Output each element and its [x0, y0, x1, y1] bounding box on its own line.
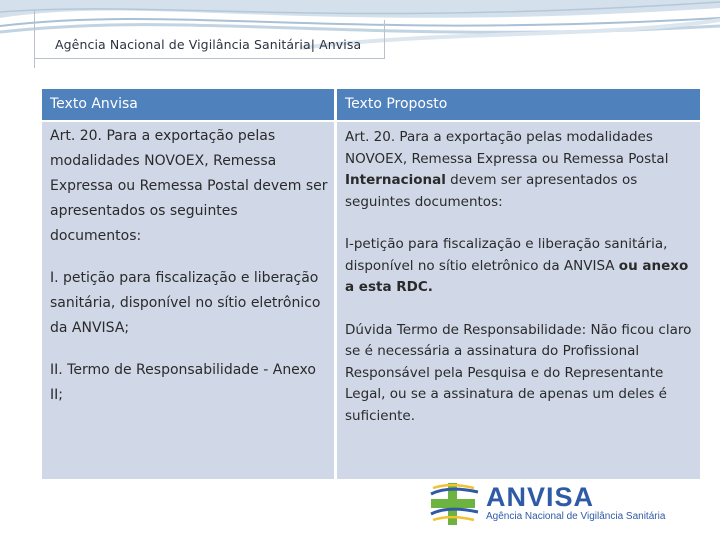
header-divider-horizontal: [34, 58, 384, 59]
column-header-texto-proposto: Texto Proposto: [337, 89, 700, 120]
proposto-duvida-text: Dúvida Termo de Responsabilidade: Não ficou claro se é necessária a assinatura do Profissional Responsável pela Pesquisa e do Representante Legal, ou se a assinatura de apenas um deles é suficiente.: [345, 321, 692, 424]
cell-texto-anvisa: [42, 122, 334, 479]
proposto-art20-part1: Art. 20. Para a exportação pelas modalidades NOVOEX, Remessa Expressa ou Remessa Postal: [345, 129, 669, 167]
header-title: Agência Nacional de Vigilância Sanitária| Anvisa: [55, 37, 362, 52]
header-divider-vertical: [34, 10, 35, 68]
anvisa-logo: [428, 480, 698, 530]
proposto-art20-bold: Internacional: [345, 172, 446, 188]
proposto-art20-text: [345, 127, 696, 213]
comparison-table: [42, 89, 700, 479]
proposto-art20-part2: devem ser apresentados os seguintes documentos:: [345, 172, 638, 210]
cell-texto-proposto: [337, 122, 700, 479]
logo-subtitle: Agência Nacional de Vigilância Sanitária: [486, 511, 666, 522]
top-banner: [0, 0, 720, 75]
anvisa-cross-logo-icon: [428, 480, 484, 530]
anvisa-item-ii-text: II. Termo de Responsabilidade - Anexo II;: [50, 362, 316, 403]
proposto-item-i-part1: I-petição para fiscalização e liberação sanitária, disponível no sítio eletrônico da ANVISA: [345, 236, 668, 274]
logo-wordmark: ANVISA: [486, 482, 595, 512]
column-header-texto-anvisa: Texto Anvisa: [42, 89, 334, 120]
proposto-item-i-bold: ou anexo a esta RDC.: [345, 257, 689, 295]
anvisa-art20-text: Art. 20. Para a exportação pelas modalidades NOVOEX, Remessa Expressa ou Remessa Postal devem ser apresentados os seguintes documentos:: [50, 128, 328, 244]
anvisa-item-i-text: I. petição para fiscalização e liberação sanitária, disponível no sítio eletrônico da ANVISA;: [50, 270, 321, 336]
header-divider-tick: [384, 20, 385, 59]
proposto-item-i-text: [345, 234, 696, 299]
